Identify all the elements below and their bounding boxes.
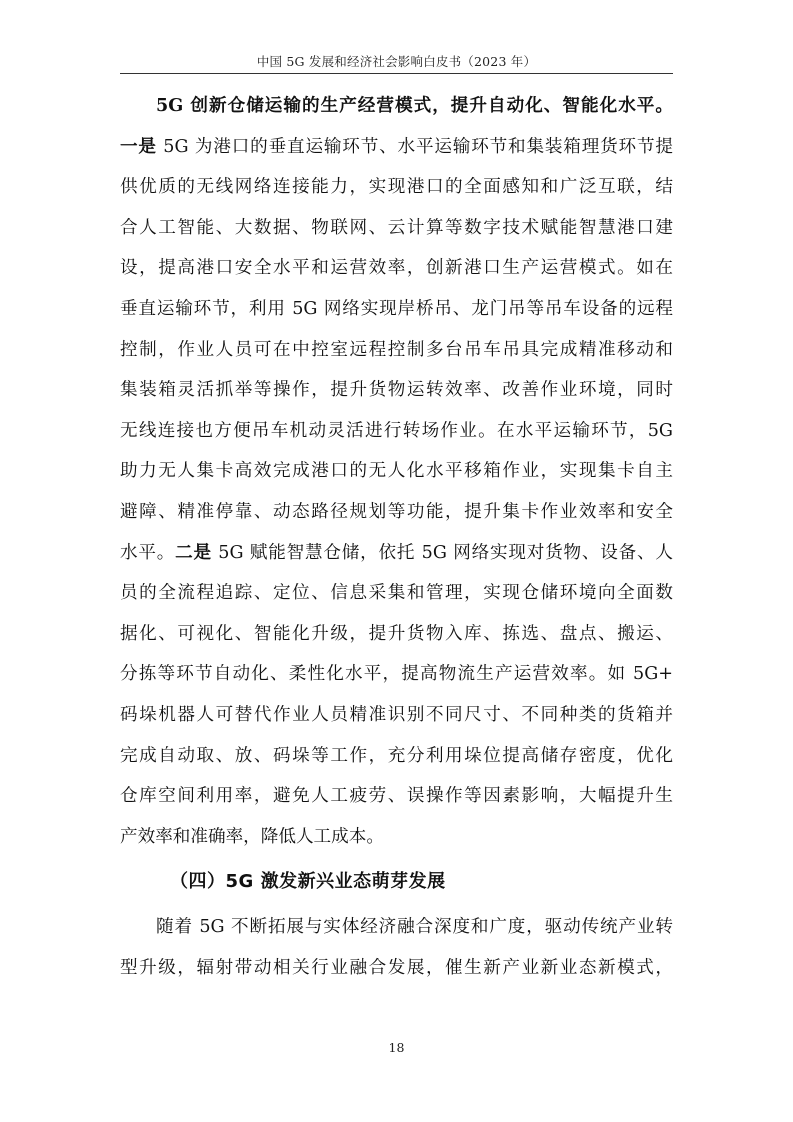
- paragraph-line: 码垛机器人可替代作业人员精准识别不同尺寸、不同种类的货箱并: [120, 704, 673, 725]
- paragraph-line: 无线连接也方便吊车机动灵活进行转场作业。在水平运输环节，5G: [120, 420, 673, 441]
- paragraph-line: 控制，作业人员可在中控室远程控制多台吊车吊具完成精准移动和: [120, 339, 673, 360]
- line-text: 水平。: [120, 542, 176, 563]
- paragraph-line: 避障、精准停靠、动态路径规划等功能，提升集卡作业效率和安全: [120, 501, 673, 522]
- paragraph-lead-line: [120, 86, 673, 127]
- paragraph-line: 助力无人集卡高效完成港口的无人化水平移箱作业，实现集卡自主: [120, 461, 673, 482]
- paragraph-line: 供优质的无线网络连接能力，实现港口的全面感知和广泛互联，结: [120, 177, 673, 198]
- paragraph-line: 型升级，辐射带动相关行业融合发展，催生新产业新业态新模式，: [120, 957, 673, 978]
- paragraph-line: 垂直运输环节，利用 5G 网络实现岸桥吊、龙门吊等吊车设备的远程: [120, 298, 673, 319]
- paragraph-line: 分拣等环节自动化、柔性化水平，提高物流生产运营效率。如 5G+: [120, 664, 673, 685]
- header-rule: [120, 73, 673, 74]
- line-text: 5G 赋能智慧仓储，依托 5G 网络实现对货物、设备、人: [211, 542, 673, 563]
- paragraph-line: 随着 5G 不断拓展与实体经济融合深度和广度，驱动传统产业转: [156, 917, 673, 938]
- paragraph-line: [120, 533, 673, 574]
- paragraph-line: 完成自动取、放、码垛等工作，充分利用垛位提高储存密度，优化: [120, 745, 673, 766]
- paragraph-line: 员的全流程追踪、定位、信息采集和管理，实现仓储环境向全面数: [120, 583, 673, 604]
- paragraph-lead: 5G 创新仓储运输的生产经营模式，提升自动化、智能化水平。: [156, 95, 673, 116]
- page-number: 18: [388, 1040, 405, 1055]
- running-header: 中国 5G 发展和经济社会影响白皮书（2023 年）: [256, 54, 537, 69]
- document-body: [120, 86, 673, 988]
- paragraph-last-line: 产效率和准确率，降低人工成本。: [120, 826, 384, 847]
- item-marker-one: 一是: [120, 135, 157, 157]
- line-text: 5G 为港口的垂直运输环节、水平运输环节和集装箱理货环节提: [156, 136, 673, 157]
- section-heading: （四）5G 激发新兴业态萌芽发展: [170, 871, 446, 893]
- paragraph-line: 集装箱灵活抓举等操作，提升货物运转效率、改善作业环境，同时: [120, 380, 673, 401]
- item-marker-two: 二是: [175, 541, 212, 563]
- paragraph-line: [120, 127, 673, 168]
- paragraph-line: 设，提高港口安全水平和运营效率，创新港口生产运营模式。如在: [120, 258, 673, 279]
- paragraph-line: 仓库空间利用率，避免人工疲劳、误操作等因素影响，大幅提升生: [120, 786, 673, 807]
- paragraph-line: 据化、可视化、智能化升级，提升货物入库、拣选、盘点、搬运、: [120, 623, 673, 644]
- paragraph-line: 合人工智能、大数据、物联网、云计算等数字技术赋能智慧港口建: [120, 217, 673, 238]
